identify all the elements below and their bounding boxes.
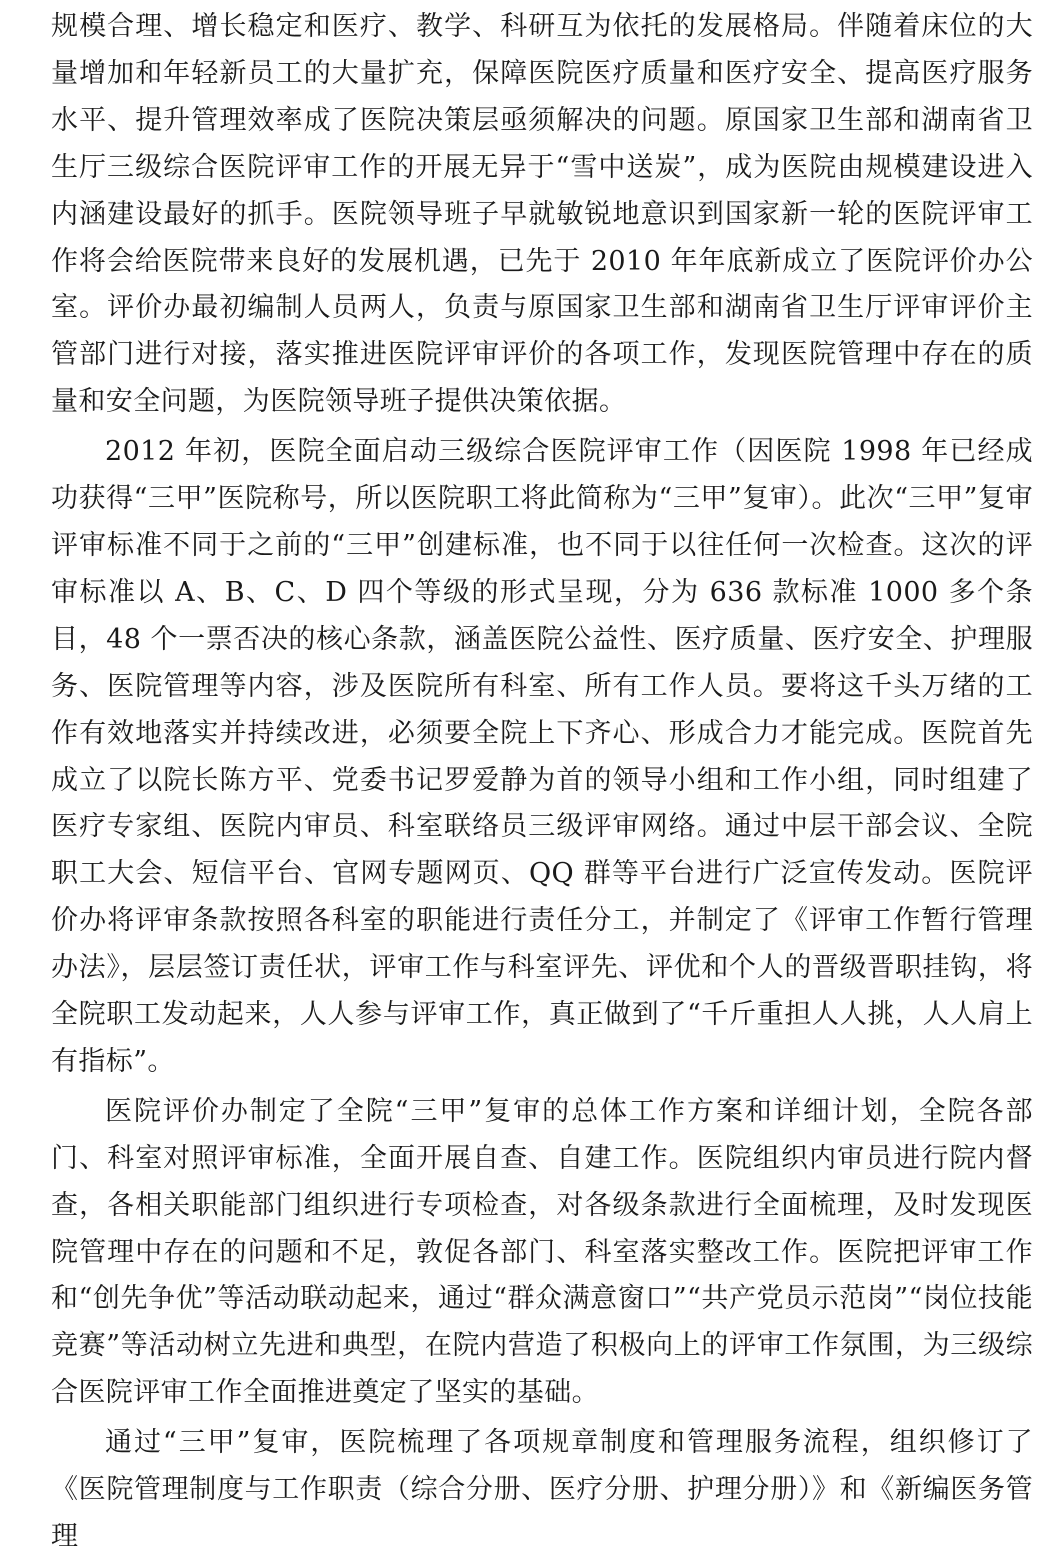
paragraph-4: 通过“三甲”复审，医院梳理了各项规章制度和管理服务流程，组织修订了《医院管理制度与工作职责（综合分册、医疗分册、护理分册）》和《新编医务管理 [51,1427,1033,1552]
paragraph-3: 医院评价办制定了全院“三甲”复审的总体工作方案和详细计划，全院各部门、科室对照评审标准，全面开展自查、自建工作。医院组织内审员进行院内督查，各相关职能部门组织进行专项检查，对各级条款进行全面梳理，及时发现医院管理中存在的问题和不足，敦促各部门、科室落实整改工作。医院把评审工作和“创先争优”等活动联动起来，通过“群众满意窗口”“共产党员示范岗”“岗位技能竞赛”等活动树立先进和典型，在院内营造了积极向上的评审工作氛围，为三级综合医院评审工作全面推进奠定了坚实的基础。 [51,1095,1033,1409]
document-page [51,4,1033,1561]
paragraph-1: 规模合理、增长稳定和医疗、教学、科研互为依托的发展格局。伴随着床位的大量增加和年轻新员工的大量扩充，保障医院医疗质量和医疗安全、提高医疗服务水平、提升管理效率成了医院决策层亟须解决的问题。原国家卫生部和湖南省卫生厅三级综合医院评审工作的开展无异于“雪中送炭”，成为医院由规模建设进入内涵建设最好的抓手。医院领导班子早就敏锐地意识到国家新一轮的医院评审工作将会给医院带来良好的发展机遇，已先于 2010 年年底新成立了医院评价办公室。评价办最初编制人员两人，负责与原国家卫生部和湖南省卫生厅评审评价主管部门进行对接，落实推进医院评审评价的各项工作，发现医院管理中存在的质量和安全问题，为医院领导班子提供决策依据。 [51,11,1033,418]
paragraph-2: 2012 年初，医院全面启动三级综合医院评审工作（因医院 1998 年已经成功获得“三甲”医院称号，所以医院职工将此简称为“三甲”复审）。此次“三甲”复审评审标准不同于之前的“三甲”创建标准，也不同于以往任何一次检查。这次的评审标准以 A、B、C、D 四个等级的形式呈现，分为 636 款标准 1000 多个条目，48 个一票否决的核心条款，涵盖医院公益性、医疗质量、医疗安全、护理服务、医院管理等内容，涉及医院所有科室、所有工作人员。要将这千头万绪的工作有效地落实并持续改进，必须要全院上下齐心、形成合力才能完成。医院首先成立了以院长陈方平、党委书记罗爱静为首的领导小组和工作小组，同时组建了医疗专家组、医院内审员、科室联络员三级评审网络。通过中层干部会议、全院职工大会、短信平台、官网专题网页、QQ 群等平台进行广泛宣传发动。医院评价办将评审条款按照各科室的职能进行责任分工，并制定了《评审工作暂行管理办法》，层层签订责任状，评审工作与科室评先、评优和个人的晋级晋职挂钩，将全院职工发动起来，人人参与评审工作，真正做到了“千斤重担人人挑，人人肩上有指标”。 [51,436,1033,1077]
